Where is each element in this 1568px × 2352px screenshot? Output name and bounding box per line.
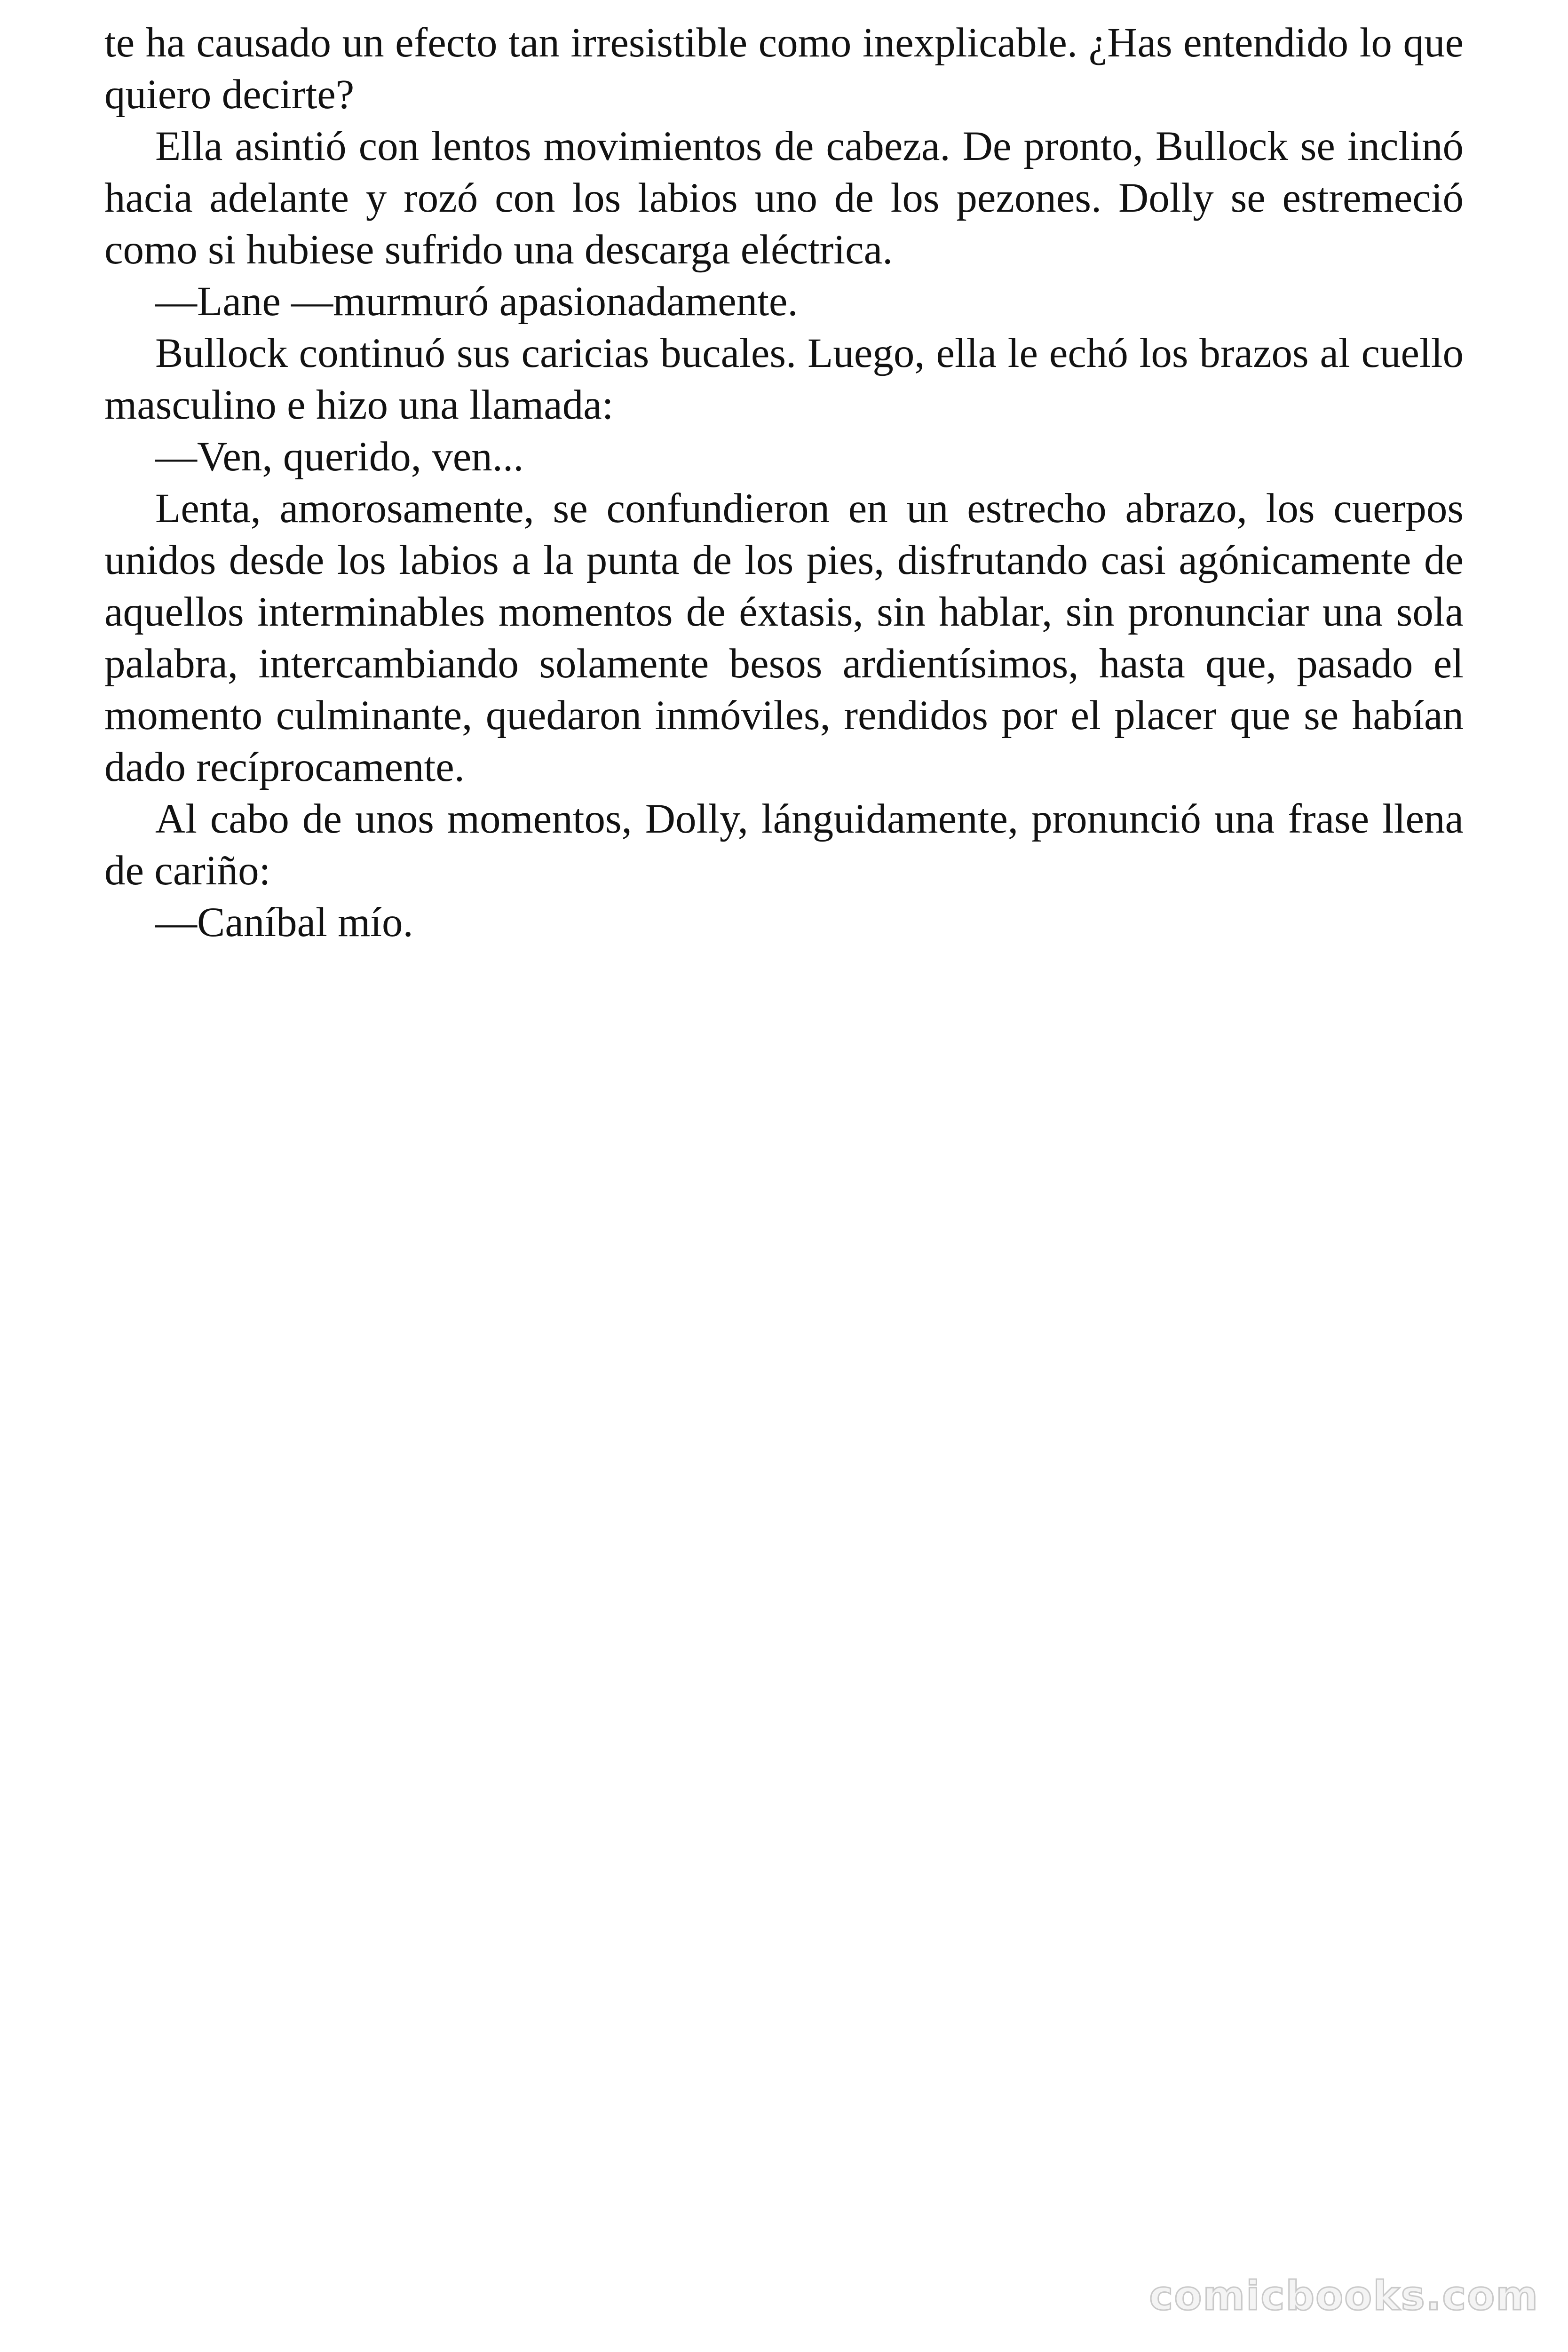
paragraph-2: Ella asintió con lentos movimientos de cabeza. De pronto, Bullock se inclinó hacia adelante y rozó con los labios uno de los pezones. Dolly se estremeció como si hubiese sufrido una descarga eléctrica.	[104, 123, 1464, 273]
watermark-logo: comicbooks.com	[1149, 2273, 1539, 2320]
paragraph-6: Lenta, amorosamente, se confundieron en un estrecho abrazo, los cuerpos unidos desde los labios a la punta de los pies, disfrutando casi agónicamente de aquellos interminables momentos de éxtasis, sin hablar, sin pronunciar una sola palabra, intercambiando solamente besos ardientísimos, hasta que, pasado el momento culminante, quedaron inmóviles, rendidos por el placer que se habían dado recíprocamente.	[104, 485, 1464, 790]
paragraph-8: —Caníbal mío.	[155, 899, 413, 946]
paragraph-5: —Ven, querido, ven...	[155, 434, 524, 480]
paragraph-7: Al cabo de unos momentos, Dolly, lánguidamente, pronunció una frase llena de cariño:	[104, 796, 1464, 894]
paragraph-1: te ha causado un efecto tan irresistible como inexplicable. ¿Has entendido lo que quiero decirte?	[104, 20, 1464, 118]
paragraph-4: Bullock continuó sus caricias bucales. Luego, ella le echó los brazos al cuello masculino e hizo una llamada:	[104, 330, 1464, 428]
paragraph-3: —Lane —murmuró apasionadamente.	[155, 278, 798, 325]
body-text	[104, 17, 1464, 948]
